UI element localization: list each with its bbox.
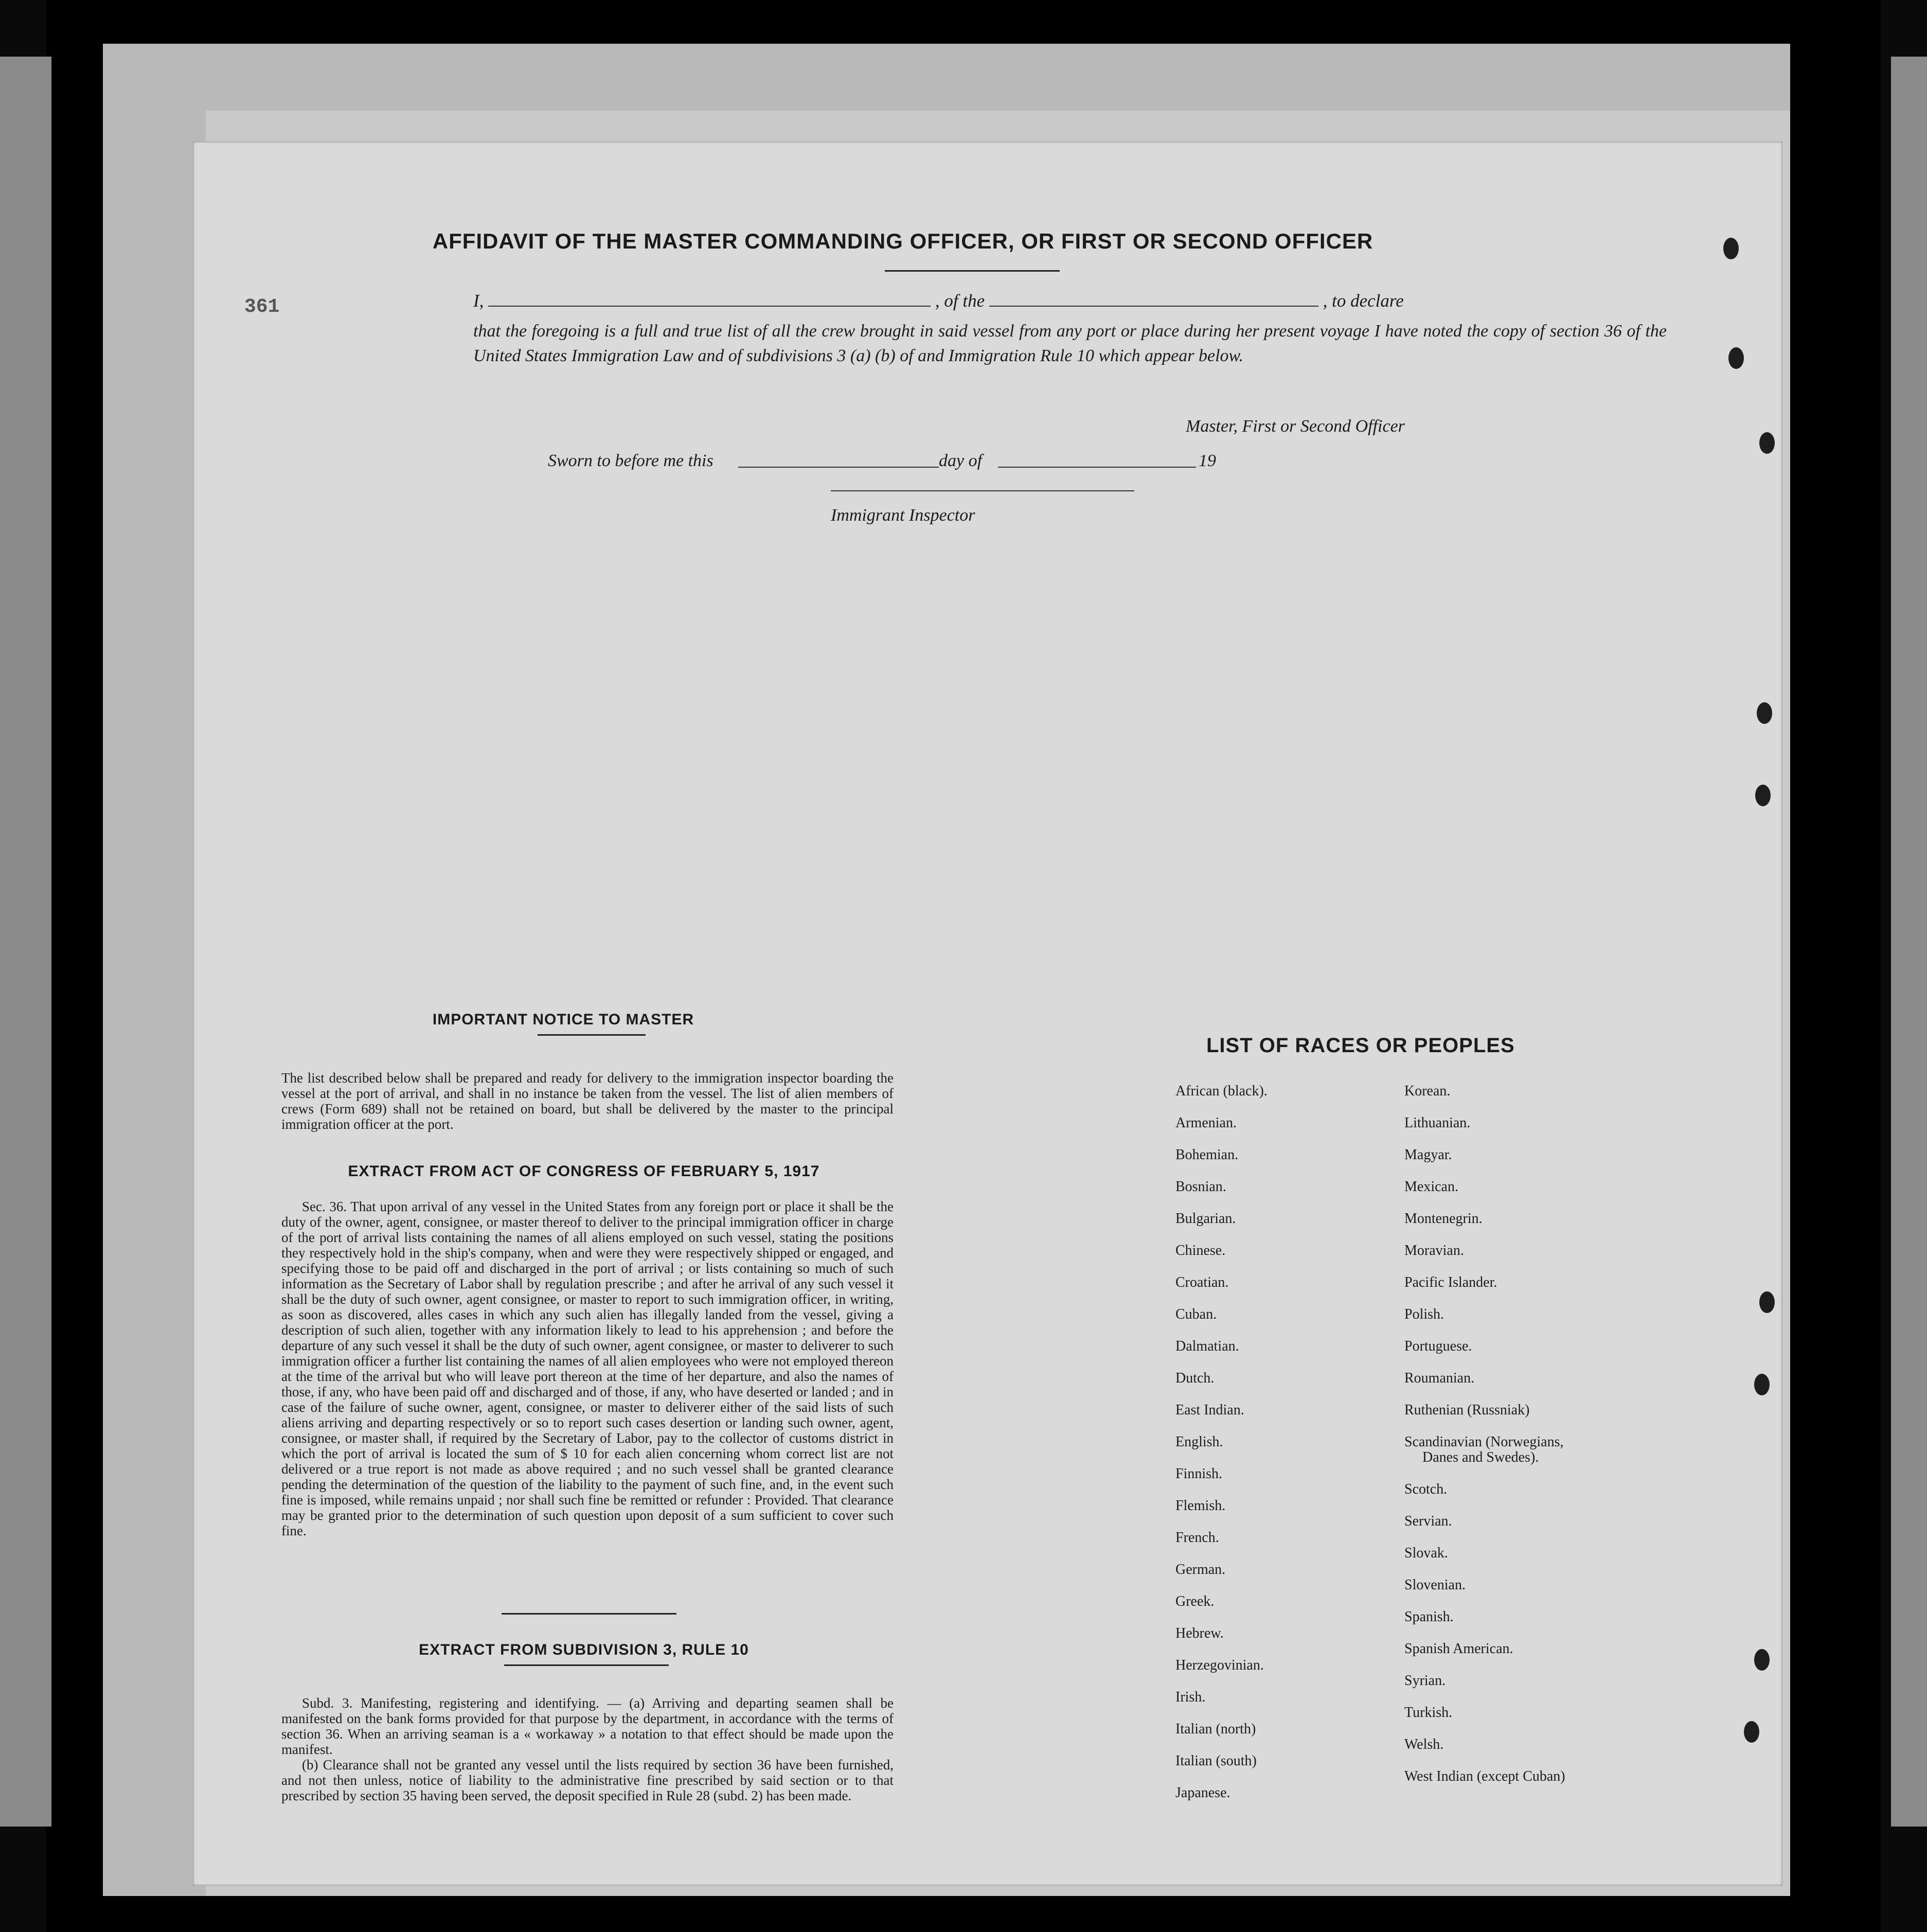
race-entry: Polish. xyxy=(1404,1306,1444,1322)
race-entry: Herzegovinian. xyxy=(1175,1657,1264,1673)
title-rule xyxy=(885,270,1060,272)
race-entry: Bosnian. xyxy=(1175,1179,1226,1195)
punch-hole xyxy=(1759,432,1775,454)
races-heading: LIST OF RACES OR PEOPLES xyxy=(1206,1034,1515,1057)
race-entry: Cuban. xyxy=(1175,1306,1217,1322)
race-entry: Montenegrin. xyxy=(1404,1211,1483,1227)
month-blank xyxy=(998,467,1196,468)
race-entry: African (black). xyxy=(1175,1083,1268,1099)
race-entry: Scandinavian (Norwegians, xyxy=(1404,1434,1564,1450)
act-end-rule xyxy=(502,1613,676,1615)
affidavit-declaration-line xyxy=(473,291,1404,311)
name-blank xyxy=(488,306,931,307)
race-entry: Bulgarian. xyxy=(1175,1211,1236,1227)
race-entry: English. xyxy=(1175,1434,1223,1450)
act-heading: EXTRACT FROM ACT OF CONGRESS OF FEBRUARY 5, 1917 xyxy=(348,1163,820,1180)
inspector-label: Immigrant Inspector xyxy=(831,506,975,525)
act-text: Sec. 36. That upon arrival of any vessel in the United States from any foreign port or place it shall be the duty of the owner, agent, consignee, or master thereof to deliver to the principal immigration officer in charge of the port of arrival lists containing the names of all aliens employed on such vessel, stating the positions they respectively hold in the ship's company, when and were they were respectively shipped or engaged, and specifying those to be paid off and discharged in the port of arrival ; or lists containing so much of such information as the Secretary of Labor shall by regulation prescribe ; and after he arrival of any such vessel it shall be the duty of such owner, agent consignee, or master to report to such immigration officer, in writing, as soon as discovered, alles cases in which any such alien has illegally landed from the vessel, giving a description of such alien, together with any information likely to lead to his apprehension ; and before the departure of any such vessel it shall be the duty of such owner, agent consignee, or master to deliverer to such immigration officer a further list containing the names of all alien employees who were not employed thereon at the time of the arrival but who will leave port thereon at the time of her departure, and also the names of those, if any, who have been paid off and discharged and of those, if any, who have deserted or landed ; and in case of the failure of suche owner, agent, consignee, or master to deliverer either of the said lists of such aliens arriving and departing respectively or so to report such cases desertion or landing such owner, agent, consignee, or master shall, if required by the Secretary of Labor, pay to the collector of customs district in which the port of arrival is located the sum of $ 10 for each alien concerning whom correct list are not delivered or a true report is not made as above required ; and no such vessel shall be granted clearance pending the determination of the question of the liability to the payment of such fine, and, in the event such fine is imposed, while remains unpaid ; nor shall such fine be remitted or refunder : Provided. That clearance may be granted prior to the determination of such question upon deposit of a sum sufficient to cover such fine. xyxy=(281,1199,894,1538)
rule-text-b: (b) Clearance shall not be granted any vessel until the lists required by section 36 have been furnished, and not then unless, notice of liability to the administrative fine prescribed by said section or to that prescribed by section 35 having been served, the deposit specified in Rule 28 (subd. 2) has been made. xyxy=(281,1757,894,1803)
race-entry: Roumanian. xyxy=(1404,1370,1475,1386)
race-entry: Welsh. xyxy=(1404,1736,1444,1752)
vessel-blank xyxy=(989,306,1318,307)
inspector-signature-blank xyxy=(831,490,1134,491)
rule-text-a: Subd. 3. Manifesting, registering and identifying. — (a) Arriving and departing seamen shall be manifested on the bank forms provided for that purpose by the department, in accordance with the terms of section 36. When an arriving seaman is a « workaway » a notation to that effect should be made upon the manifest. xyxy=(281,1695,894,1757)
race-entry: Dalmatian. xyxy=(1175,1338,1239,1354)
notice-rule xyxy=(538,1034,646,1036)
affidavit-body: that the foregoing is a full and true list of all the crew brought in said vessel from any port or place during her present voyage I have noted the copy of section 36 of the United States Immigration Law and of subdivisions 3 (a) (b) of and Immigration Rule 10 which appear below. xyxy=(473,322,1667,365)
race-entry: Portuguese. xyxy=(1404,1338,1472,1354)
race-entry: Japanese. xyxy=(1175,1785,1230,1801)
year-label: 19 xyxy=(1199,451,1216,470)
race-entry: Syrian. xyxy=(1404,1673,1446,1689)
punch-hole xyxy=(1757,702,1772,724)
race-entry: Croatian. xyxy=(1175,1274,1229,1290)
i-label: I, xyxy=(473,291,484,311)
race-entry: Pacific Islander. xyxy=(1404,1274,1497,1290)
of-the-label: , of the xyxy=(935,291,985,311)
race-entry: Slovak. xyxy=(1404,1545,1448,1561)
race-entry: German. xyxy=(1175,1562,1226,1577)
race-entry: Dutch. xyxy=(1175,1370,1215,1386)
race-entry: Spanish. xyxy=(1404,1609,1454,1625)
race-entry: Italian (north) xyxy=(1175,1721,1256,1737)
race-entry: Greek. xyxy=(1175,1593,1215,1609)
race-entry: Turkish. xyxy=(1404,1705,1453,1721)
notice-text: The list described below shall be prepared and ready for delivery to the immigration inspector boarding the vessel at the port of arrival, and shall in no instance be taken from the vessel. The list of alien members of crews (Form 689) shall not be retained on board, but shall be delivered by the master to the principal immigration officer at the port. xyxy=(281,1070,894,1132)
race-entry: Bohemian. xyxy=(1175,1147,1239,1163)
punch-hole xyxy=(1759,1291,1775,1313)
day-of-label: day of xyxy=(939,451,983,470)
race-entry: Scotch. xyxy=(1404,1481,1448,1497)
race-entry: Finnish. xyxy=(1175,1466,1223,1482)
rule-heading: EXTRACT FROM SUBDIVISION 3, RULE 10 xyxy=(419,1641,749,1658)
adjacent-page-left xyxy=(0,57,51,1827)
adjacent-page-right xyxy=(1891,57,1927,1827)
race-entry: Hebrew. xyxy=(1175,1625,1224,1641)
race-entry: East Indian. xyxy=(1175,1402,1244,1418)
punch-hole xyxy=(1754,1374,1770,1395)
punch-hole xyxy=(1754,1649,1770,1671)
race-entry: Italian (south) xyxy=(1175,1753,1257,1769)
notice-heading: IMPORTANT NOTICE TO MASTER xyxy=(432,1011,694,1028)
punch-hole xyxy=(1723,238,1739,259)
punch-hole xyxy=(1744,1721,1759,1743)
race-entry: Slovenian. xyxy=(1404,1577,1466,1593)
race-entry: Ruthenian (Russniak) xyxy=(1404,1402,1530,1418)
race-entry: Moravian. xyxy=(1404,1243,1464,1259)
race-entry: Danes and Swedes). xyxy=(1422,1449,1539,1465)
race-entry: Korean. xyxy=(1404,1083,1451,1099)
rule-heading-rule xyxy=(504,1664,669,1666)
race-entry: Mexican. xyxy=(1404,1179,1458,1195)
race-entry: Servian. xyxy=(1404,1513,1452,1529)
race-entry: Lithuanian. xyxy=(1404,1115,1471,1131)
punch-hole xyxy=(1755,785,1771,806)
race-entry: Armenian. xyxy=(1175,1115,1237,1131)
race-entry: Magyar. xyxy=(1404,1147,1452,1163)
race-entry: Chinese. xyxy=(1175,1243,1226,1259)
to-declare-label: , to declare xyxy=(1323,291,1404,311)
punch-hole xyxy=(1728,347,1744,369)
page-title: AFFIDAVIT OF THE MASTER COMMANDING OFFICER, OR FIRST OR SECOND OFFICER xyxy=(432,229,1373,253)
sworn-day-blank xyxy=(738,467,939,468)
race-entry: West Indian (except Cuban) xyxy=(1404,1768,1565,1784)
signature-label: Master, First or Second Officer xyxy=(1186,417,1405,436)
race-entry: Spanish American. xyxy=(1404,1641,1513,1657)
sworn-label: Sworn to before me this xyxy=(548,451,713,470)
race-entry: Flemish. xyxy=(1175,1498,1226,1514)
affidavit-page xyxy=(193,141,1782,1886)
stamped-number: 361 xyxy=(244,296,280,318)
race-entry: French. xyxy=(1175,1530,1219,1546)
race-entry: Irish. xyxy=(1175,1689,1206,1705)
